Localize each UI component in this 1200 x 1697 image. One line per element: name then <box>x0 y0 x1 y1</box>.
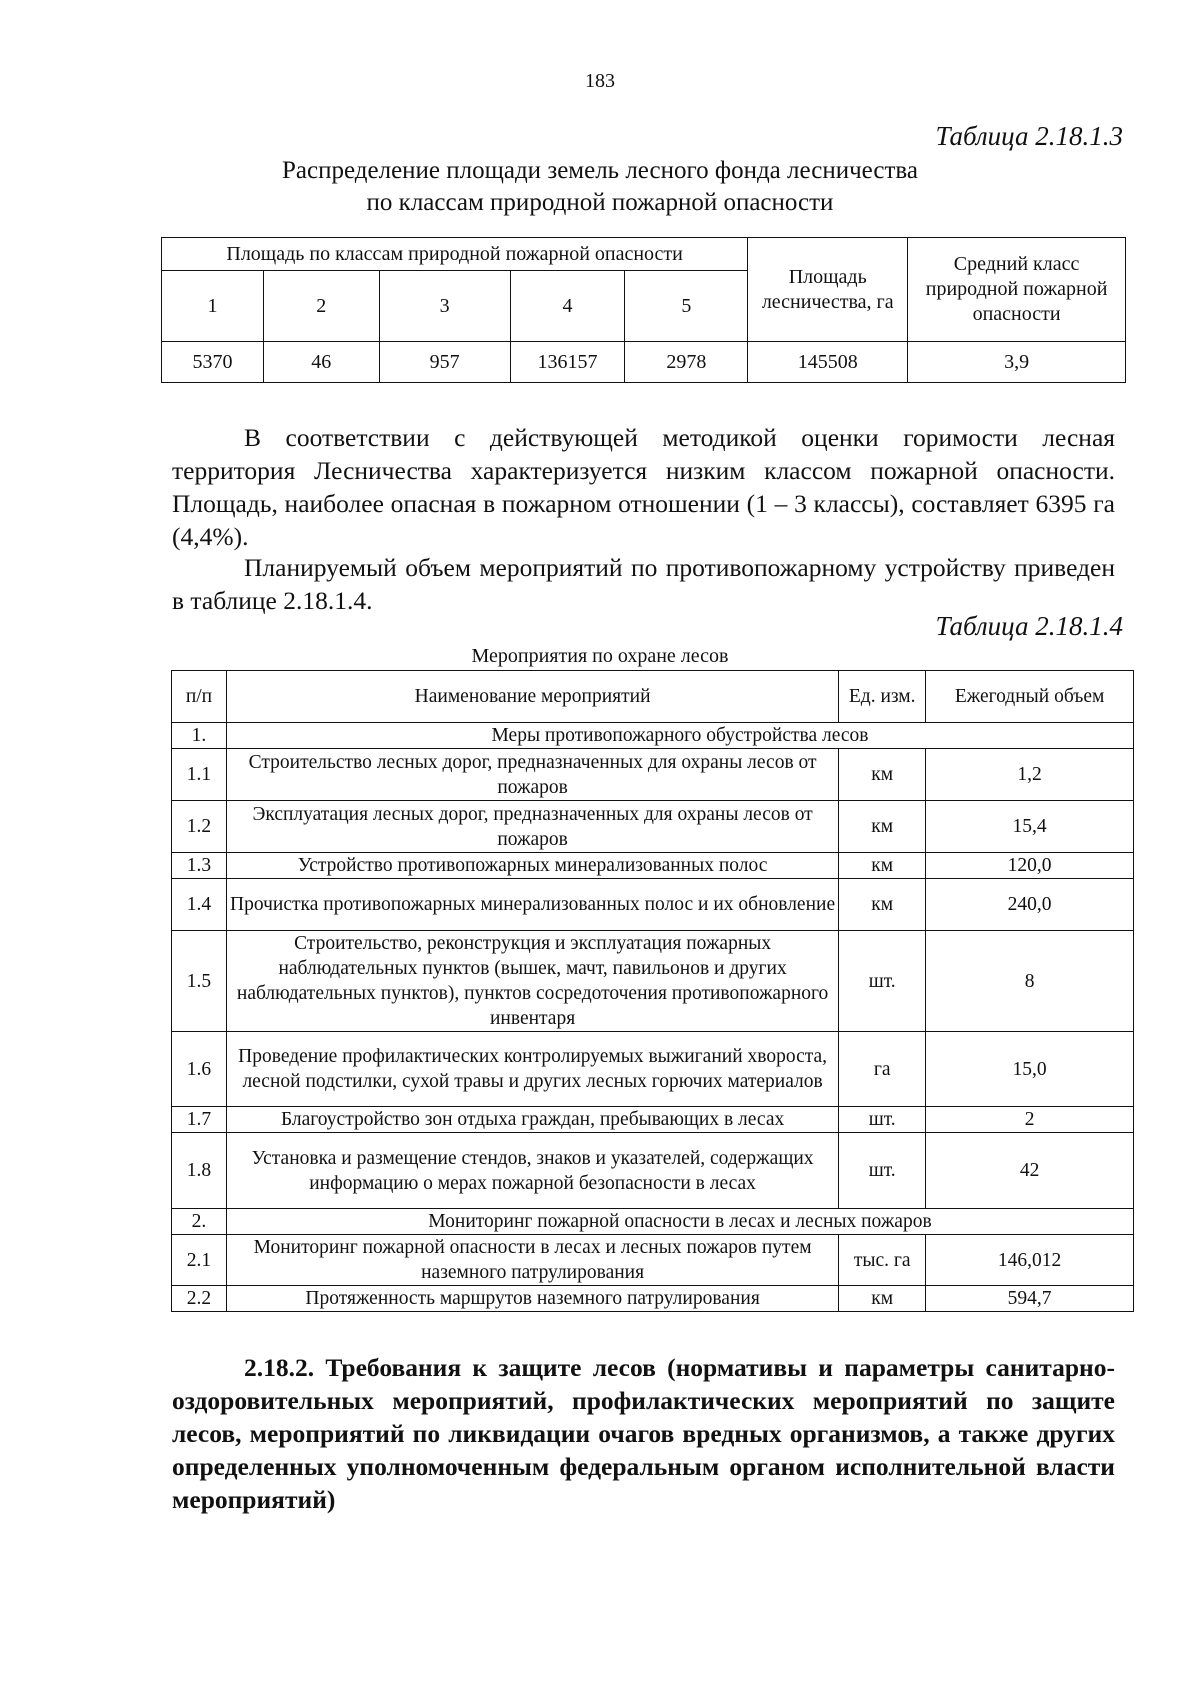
row-name: Строительство, реконструкция и эксплуатация пожарных наблюдательных пунктов (вышек, мачт, павильонов и других наблюдательных пунктов), пунктов сосредоточения противопожарного инвентаря <box>226 931 838 1032</box>
paragraph-text: Планируемый объем мероприятий по противопожарному устройству приведен в таблице 2.18.1.4. <box>172 553 1115 615</box>
body-paragraph <box>172 421 1115 553</box>
table-row <box>172 1286 1134 1312</box>
fire-class-table <box>161 237 1126 383</box>
section-num: 2. <box>172 1209 227 1235</box>
row-name: Проведение профилактических контролируемых выжиганий хвороста, лесной подстилки, сухой травы и других лесных горючих материалов <box>226 1032 838 1107</box>
table-caption: Таблица 2.18.1.4 <box>935 611 1123 641</box>
table-header-row <box>172 671 1134 723</box>
class-number: 1 <box>162 271 264 342</box>
table-row <box>172 853 1134 879</box>
group-header: Площадь по классам природной пожарной опасности <box>162 238 748 271</box>
page-number: 183 <box>585 70 615 92</box>
table-title <box>0 155 1200 219</box>
row-unit: км <box>839 879 926 931</box>
row-name: Протяженность маршрутов наземного патрулирования <box>226 1286 838 1312</box>
paragraph-text: В соответствии с действующей методикой оценки горимости лесная территория Лесничества характеризуется низким классом пожарной опасности. Площадь, наиболее опасная в пожарном отношении (1 – 3 классы), составляет 6395 га (4,4%). <box>172 423 1115 551</box>
table-caption: Таблица 2.18.1.3 <box>935 121 1123 151</box>
row-name: Благоустройство зон отдыха граждан, пребывающих в лесах <box>226 1107 838 1133</box>
section-num: 1. <box>172 723 227 749</box>
row-unit: шт. <box>839 1133 926 1209</box>
table-row <box>172 1107 1134 1133</box>
row-volume: 15,0 <box>926 1032 1134 1107</box>
avg-class-header: Средний класс природной пожарной опасности <box>908 238 1126 342</box>
row-volume: 8 <box>926 931 1134 1032</box>
row-unit: км <box>839 853 926 879</box>
class-number: 2 <box>263 271 379 342</box>
table-title: Мероприятия по охране лесов <box>471 645 729 667</box>
row-volume: 42 <box>926 1133 1134 1209</box>
table-title-line: Распределение площади земель лесного фонда лесничества <box>282 157 918 184</box>
total-area-value: 145508 <box>748 342 908 383</box>
row-num: 1.8 <box>172 1133 227 1209</box>
row-name: Прочистка противопожарных минерализованных полос и их обновление <box>226 879 838 931</box>
row-unit: тыс. га <box>839 1235 926 1286</box>
section-heading-text: 2.18.2. Требования к защите лесов (нормативы и параметры санитарно-оздоровительных мероприятий, профилактических мероприятий по защите лесов, мероприятий по ликвидации очагов вредных организмов, а также других определенных уполномоченным федеральным органом исполнительной власти мероприятий) <box>172 1353 1115 1514</box>
area-header: Площадь лесничества, га <box>748 238 908 342</box>
table-row <box>172 1235 1134 1286</box>
row-num: 2.1 <box>172 1235 227 1286</box>
header-name: Наименование мероприятий <box>226 671 838 723</box>
section-heading <box>172 1351 1115 1516</box>
row-unit: шт. <box>839 931 926 1032</box>
avg-class-value: 3,9 <box>908 342 1126 383</box>
row-volume: 146,012 <box>926 1235 1134 1286</box>
row-unit: км <box>839 749 926 801</box>
row-volume: 1,2 <box>926 749 1134 801</box>
header-volume: Ежегодный объем <box>926 671 1134 723</box>
class-value: 957 <box>379 342 510 383</box>
row-name: Мониторинг пожарной опасности в лесах и лесных пожаров путем наземного патрулирования <box>226 1235 838 1286</box>
row-unit: га <box>839 1032 926 1107</box>
class-number: 5 <box>625 271 748 342</box>
row-num: 1.4 <box>172 879 227 931</box>
header-num: п/п <box>172 671 227 723</box>
row-num: 1.1 <box>172 749 227 801</box>
row-volume: 15,4 <box>926 801 1134 853</box>
class-value: 136157 <box>510 342 625 383</box>
class-value: 5370 <box>162 342 264 383</box>
class-number: 3 <box>379 271 510 342</box>
table-row <box>172 1032 1134 1107</box>
row-name: Строительство лесных дорог, предназначенных для охраны лесов от пожаров <box>226 749 838 801</box>
row-unit: км <box>839 1286 926 1312</box>
row-num: 1.5 <box>172 931 227 1032</box>
row-num: 1.2 <box>172 801 227 853</box>
section-title: Мониторинг пожарной опасности в лесах и лесных пожаров <box>226 1209 1133 1235</box>
row-volume: 120,0 <box>926 853 1134 879</box>
table-row <box>172 1133 1134 1209</box>
row-volume: 2 <box>926 1107 1134 1133</box>
table-title-line: по классам природной пожарной опасности <box>366 189 834 216</box>
row-num: 1.6 <box>172 1032 227 1107</box>
table-row <box>172 749 1134 801</box>
row-name: Установка и размещение стендов, знаков и указателей, содержащих информацию о мерах пожарной безопасности в лесах <box>226 1133 838 1209</box>
row-unit: км <box>839 801 926 853</box>
section-row <box>172 723 1134 749</box>
table-row <box>172 801 1134 853</box>
body-paragraph <box>172 551 1115 617</box>
row-volume: 594,7 <box>926 1286 1134 1312</box>
class-number: 4 <box>510 271 625 342</box>
row-num: 1.7 <box>172 1107 227 1133</box>
row-unit: шт. <box>839 1107 926 1133</box>
row-name: Эксплуатация лесных дорог, предназначенных для охраны лесов от пожаров <box>226 801 838 853</box>
forest-protection-table <box>171 670 1134 1312</box>
row-num: 2.2 <box>172 1286 227 1312</box>
header-unit: Ед. изм. <box>839 671 926 723</box>
class-value: 46 <box>263 342 379 383</box>
row-name: Устройство противопожарных минерализованных полос <box>226 853 838 879</box>
section-row <box>172 1209 1134 1235</box>
section-title: Меры противопожарного обустройства лесов <box>226 723 1133 749</box>
class-value: 2978 <box>625 342 748 383</box>
table-row <box>172 931 1134 1032</box>
row-num: 1.3 <box>172 853 227 879</box>
table-row <box>172 879 1134 931</box>
row-volume: 240,0 <box>926 879 1134 931</box>
